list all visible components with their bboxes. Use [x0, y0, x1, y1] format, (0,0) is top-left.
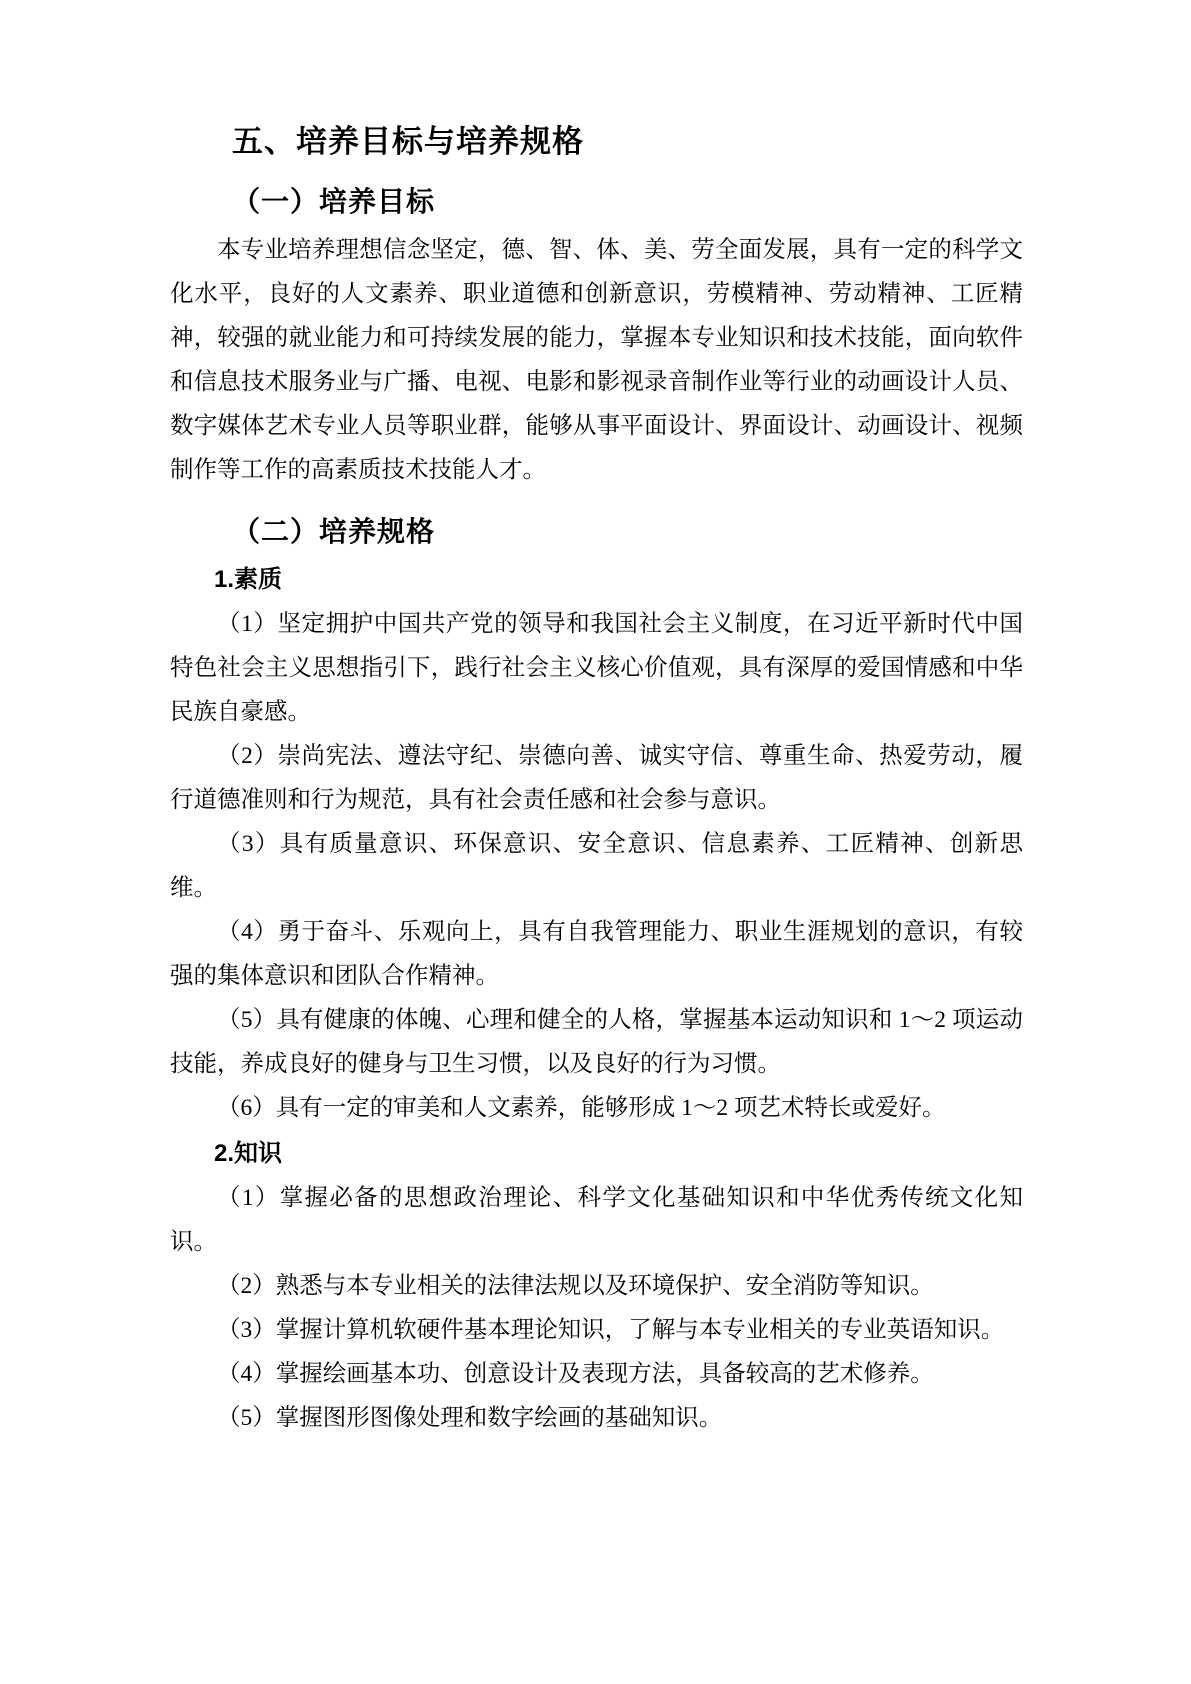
knowledge-item-3: （3）掌握计算机软硬件基本理论知识，了解与本专业相关的专业英语知识。 [217, 1317, 1005, 1343]
knowledge-item-5: （5）掌握图形图像处理和数字绘画的基础知识。 [217, 1405, 723, 1431]
quality-item-6: （6）具有一定的审美和人文素养，能够形成 1～2 项艺术特长或爱好。 [217, 1095, 946, 1121]
section-heading-training-objectives: （一）培养目标 [232, 186, 436, 217]
training-objectives-paragraph: 本专业培养理想信念坚定，德、智、体、美、劳全面发展，具有一定的科学文化水平，良好的人文素养、职业道德和创新意识，劳模精神、劳动精神、工匠精神，较强的就业能力和可持续发展的能力，掌握本专业知识和技术技能，面向软件和信息技术服务业与广播、电视、电影和影视录音制作业等行业的动画设计人员、数字媒体艺术专业人员等职业群，能够从事平面设计、界面设计、动画设计、视频制作等工作的高素质技术技能人才。 [170, 237, 1023, 483]
quality-item-4: （4）勇于奋斗、乐观向上，具有自我管理能力、职业生涯规划的意识，有较强的集体意识和团队合作精神。 [170, 919, 1023, 989]
knowledge-item-2: （2）熟悉与本专业相关的法律法规以及环境保护、安全消防等知识。 [217, 1273, 934, 1299]
subsection-label-knowledge: 2.知识 [214, 1140, 283, 1167]
document-title: 五、培养目标与培养规格 [232, 124, 584, 159]
quality-item-1: （1）坚定拥护中国共产党的领导和我国社会主义制度，在习近平新时代中国特色社会主义思想指引下，践行社会主义核心价值观，具有深厚的爱国情感和中华民族自豪感。 [170, 611, 1023, 725]
quality-item-3: （3）具有质量意识、环保意识、安全意识、信息素养、工匠精神、创新思维。 [170, 831, 1023, 901]
quality-item-2: （2）崇尚宪法、遵法守纪、崇德向善、诚实守信、尊重生命、热爱劳动，履行道德准则和行为规范，具有社会责任感和社会参与意识。 [170, 743, 1023, 813]
section-heading-training-specifications: （二）培养规格 [232, 516, 436, 547]
quality-item-5: （5）具有健康的体魄、心理和健全的人格，掌握基本运动知识和 1～2 项运动技能，养成良好的健身与卫生习惯，以及良好的行为习惯。 [170, 1007, 1023, 1077]
knowledge-item-1: （1）掌握必备的思想政治理论、科学文化基础知识和中华优秀传统文化知识。 [170, 1185, 1023, 1255]
subsection-label-quality: 1.素质 [214, 566, 283, 593]
knowledge-item-4: （4）掌握绘画基本功、创意设计及表现方法，具备较高的艺术修养。 [217, 1361, 934, 1387]
